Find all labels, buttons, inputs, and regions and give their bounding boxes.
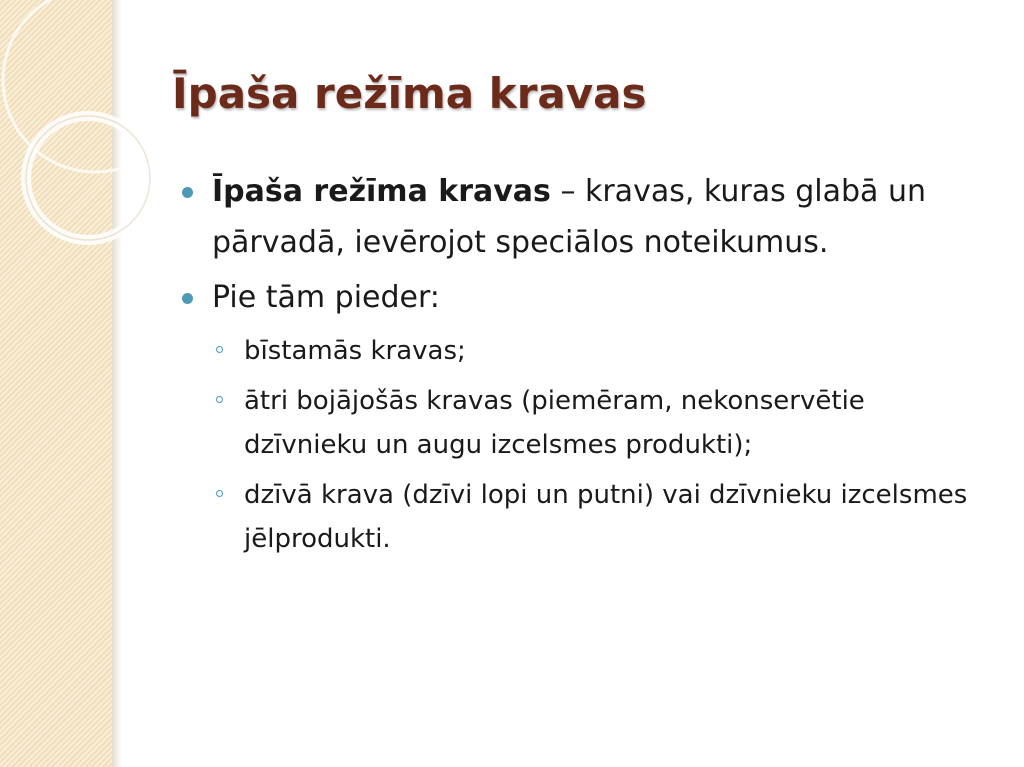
sub-bullet-ring-icon [216, 490, 223, 497]
bullet-includes [178, 272, 978, 323]
sub-item-perishable-goods [178, 379, 978, 467]
bullet-dot-icon [182, 293, 193, 304]
bullet-definition-term: Īpaša režīma kravas [212, 174, 551, 209]
sub-item-text: ātri bojājošās kravas (piemēram, nekonservētie dzīvnieku un augu izcelsmes produkti); [244, 386, 865, 460]
sub-item-dangerous-goods [178, 329, 978, 373]
sub-item-text: bīstamās kravas; [244, 336, 466, 366]
sub-bullet-ring-icon [216, 396, 223, 403]
sub-bullet-ring-icon [216, 346, 223, 353]
slide-content [178, 166, 978, 567]
bullet-definition [178, 166, 978, 268]
sub-item-live-cargo [178, 473, 978, 561]
bullet-dot-icon [182, 187, 193, 198]
bullet-includes-text: Pie tām pieder: [212, 280, 440, 315]
deco-circle-small [26, 116, 150, 240]
sub-list [178, 329, 978, 561]
bullet-definition-text: – kravas, kuras glabā un pārvadā, ievērojot speciālos noteikumus. [212, 174, 927, 260]
slide-title: Īpaša režīma kravas [172, 69, 647, 118]
sub-item-text: dzīvā krava (dzīvi lopi un putni) vai dzīvnieku izcelsmes jēlprodukti. [244, 480, 968, 554]
